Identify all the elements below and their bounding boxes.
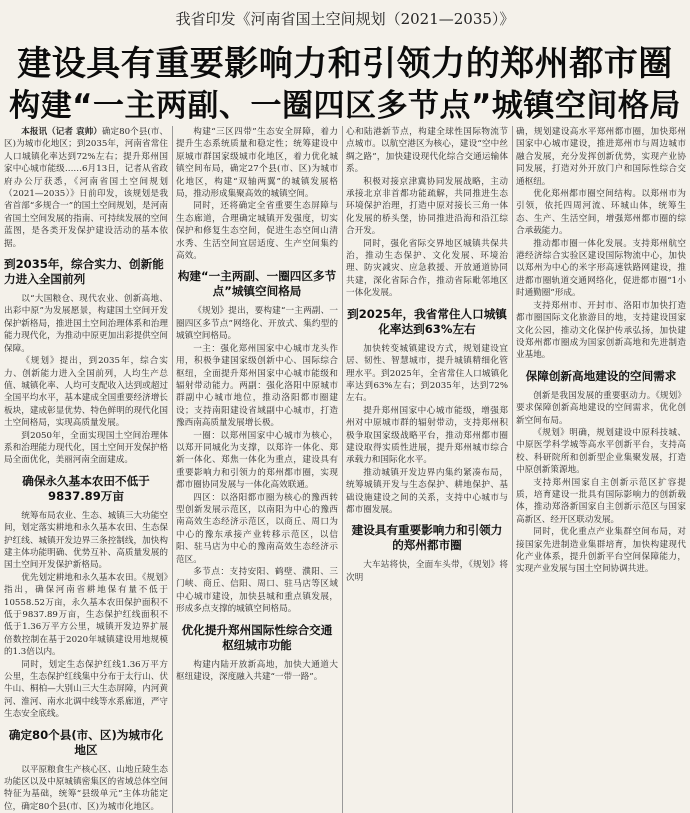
paragraph: 确，规划建设高水平郑州都市圈，加快郑州国家中心城市建设，推进郑州市与周边城市融合发展，充分发挥创新优势，实现产业协同发展，打造对外开放门户和国际性综合交通枢纽。 (516, 127, 686, 187)
subheading: 确保永久基本农田不低于9837.89万亩 (22, 473, 150, 503)
byline: 本报讯（记者 袁帅） (21, 127, 102, 137)
subheading: 构建“一主两副、一圈四区多节点”城镇空间格局 (177, 269, 337, 299)
paragraph: 统筹布局农业、生态、城镇三大功能空间，划定落实耕地和永久基本农田、生态保护红线、城镇开发边界三条控制线，加快构建主体功能明确、优势互补、高质量发展的国土空间开发保护新格局。 (4, 510, 168, 571)
paragraph: 构建内陆开放新高地，加快大通道大枢纽建设，深度融入共建“一带一路”。 (176, 659, 338, 683)
paragraph: 以平原粮食生产核心区、山地丘陵生态功能区以及中原城镇密集区的省域总体空间特征为基础，统筹“县级单元”主体功能定位，确定80个县(市、区)为城市化地区。 (4, 764, 168, 812)
paragraph: 优化郑州都市圈空间结构。以郑州市为引领，依托四周河流、环城山体，统筹生态、生产、生活空间，增强郑州都市圈的综合承载能力。 (516, 189, 686, 237)
paragraph: 支持郑州国家自主创新示范区扩容提质，培育建设一批具有国际影响力的创新载体，推动郑洛新国家自主创新示范区与国家高新区、经开区联动发展。 (516, 477, 686, 525)
paragraph: 积极对接京津冀协同发展战略，主动承接北京非首都功能疏解，共同推进生态环境保护治理，打造中原对接长三角一体化发展的桥头堡，协同推进沿海和沿江综合开发。 (346, 176, 508, 237)
headline-line1: 建设具有重要影响力和引领力的郑州都市圈 (17, 44, 673, 84)
subheading: 确定80个县(市、区)为城市化地区 (8, 727, 164, 757)
paragraph: 提升郑州国家中心城市能级，增强郑州对中原城市群的辐射带动，支持郑州积极争取国家级战略平台，推动郑州都市圈建设取得实质性进展，提升郑州城市综合承载力和国际化水平。 (346, 405, 508, 466)
column-2 (176, 126, 338, 813)
paragraph: 同时，强化省际交界地区城镇共保共治，推动生态保护、文化发展、环境治理、防灾减灾、应急救援、开放通道协同共建，深化省际合作，推动省际毗邻地区一体化发展。 (346, 238, 508, 299)
paragraph: 大车站将快，全面车头带，《规划》将次明 (346, 560, 508, 583)
paragraph: 加快转变城镇建设方式，规划建设宜居、韧性、智慧城市，提升城镇精细化管理水平。到2025年，全省常住人口城镇化率达到63%左右；到2035年，达到72%左右。 (346, 343, 508, 404)
paragraph: 一主：强化郑州国家中心城市龙头作用，积极争建国家级创新中心、国际综合枢纽，全面提升郑州国家中心城市能级和辐射带动能力。两副：强化洛阳中原城市群副中心城市地位，推动洛阳都市圈建设；支持南阳建设省域副中心城市，打造豫西南高质量发展增长极。 (176, 343, 338, 429)
subheading: 到2025年，我省常住人口城镇化率达到63%左右 (347, 306, 507, 336)
subheading: 优化提升郑州国际性综合交通枢纽城市功能 (181, 622, 333, 652)
subheading: 建设具有重要影响力和引领力的郑州都市圈 (351, 523, 503, 553)
headline-line2: 构建“一主两副、一圈四区多节点”城镇空间格局 (9, 88, 681, 124)
paragraph: 优先划定耕地和永久基本农田。《规划》指出，确保河南省耕地保有量不低于10558.52万亩，永久基本农田保护面积不低于9837.89万亩，生态保护红线面积不低于1.36万平方公里，城镇开发边界扩展倍数控制在基于2020年城镇建设用地规模的1.3倍以内。 (4, 572, 168, 658)
paragraph: 一圈：以郑州国家中心城市为核心，以郑开同城化为支撑，以郑许一体化、郑新一体化、郑焦一体化为重点，建设具有重要影响力和引领力的郑州都市圈，实现都市圈协同发展与一体化高效联通。 (176, 430, 338, 491)
paragraph: 构建“三区四带”生态安全屏障，着力提升生态系统质量和稳定性；统筹建设中原城市群国家级城市化地区，着力优化城镇空间布局，确定27个县(市、区)为城市化地区，构建“双轴两翼”的城镇发展格局，推动形成集聚高效的城镇空间。 (176, 127, 338, 200)
paragraph: 《规划》明确，规划建设中原科技城、中原医学科学城等高水平创新平台，支持高校、科研院所和创新型企业集聚发展，打造中原创新策源地。 (516, 427, 686, 476)
paragraph: 《规划》提出，到2035年，综合实力、创新能力进入全国前列，人均生产总值、城镇化率、人均可支配收入达到或超过全国平均水平，基本建成全国重要经济增长板块，建成彰显优势、特色鲜明的现代化国土空间格局，实现高质量发展。 (4, 356, 168, 429)
paragraph: 支持郑州市、开封市、洛阳市加快打造都市圈国际文化旅游目的地，支持建设国家文化公园，推动文化保护传承弘扬，加快建设郑州都市圈成为国家创新高地和先进制造业基地。 (516, 300, 686, 361)
paragraph: 创新是我国发展的重要驱动力。《规划》要求保障创新高地建设的空间需求，优化创新空间布局。 (516, 390, 686, 426)
paragraph: 同时，划定生态保护红线1.36万平方公里，生态保护红线集中分布于太行山、伏牛山、桐柏—大别山三大生态屏障，内河黄河、淮河、南水北调中线等水系廊道，严守生态安全底线。 (4, 659, 168, 720)
column-4 (516, 126, 686, 813)
subheading: 保障创新高地建设的空间需求 (525, 368, 677, 383)
paragraph: 到2050年，全面实现国土空间治理体系和治理能力现代化，国土空间开发保护格局全面优化，美丽河南全面建成。 (4, 430, 168, 466)
paragraph: 推动城镇开发边界内集约紧凑布局，统筹城镇开发与生态保护、耕地保护、基础设施建设之间的关系，支持中心城市与都市圈发展。 (346, 467, 508, 515)
paragraph: 以“大国粮仓、现代农业、创新高地、出彩中原”为发展愿景，构建国土空间开发保护新格局，推进国土空间治理体系和治理能力现代化，为推动中原更加出彩提供空间保障。 (4, 294, 168, 354)
paragraph: 推动都市圈一体化发展。支持郑州航空港经济综合实验区建设国际物流中心，加快以郑州为中心的米字形高速铁路网建设，推进都市圈轨道交通网络化，促进都市圈“1小时通勤圈”形成。 (516, 238, 686, 299)
article-body (0, 126, 690, 813)
paragraph: 四区：以洛阳都市圈为核心的豫西转型创新发展示范区，以南阳为中心的豫西南高效生态经济示范区，以商丘、周口为中心的豫东承接产业转移示范区，以信阳、驻马店为中心的豫南高效生态经济示范区。 (176, 492, 338, 565)
lead-paragraph: 本报讯（记者 袁帅）确定80个县(市、区)为城市化地区；到2035年，河南省常住人口城镇化率达到72%左右；提升郑州国家中心城市能级……6月13日，记者从省政府办公厅获悉，《河南省国土空间规划（2021—2035）》日前印发，该规划是我省首部“多规合一”的国土空间规划，是河南省国土空间发展的指南、可持续发展的空间蓝图，是各类开发保护建设活动的基本依据。 (4, 127, 168, 249)
paragraph: 同时，还将确定全省重要生态屏障与生态廊道，合理确定城镇开发强度，切实保护和修复生态空间，促进生态空间山清水秀、生活空间宜居适度、生产空间集约高效。 (176, 201, 338, 262)
paragraph: 心和陆港新节点，构建全球性国际物流节点城市。以航空港区为核心，建设“空中丝绸之路”，加快建设现代化综合交通运输体系。 (346, 127, 508, 175)
kicker: 我省印发《河南省国土空间规划（2021—2035）》 (175, 10, 515, 28)
column-3 (346, 126, 508, 813)
paragraph: 多节点：支持安阳、鹤壁、濮阳、三门峡、商丘、信阳、周口、驻马店等区域中心城市建设，加快县城和重点镇发展，形成多点支撑的城镇空间格局。 (176, 567, 338, 615)
column-1 (4, 126, 168, 813)
paragraph: 同时，优化重点产业集群空间布局，对接国家先进制造业集群培育，加快构建现代化产业体系，提升创新平台空间保障能力，实现产业发展与国土空间协调共进。 (516, 527, 686, 575)
subheading: 到2035年，综合实力、创新能力进入全国前列 (4, 257, 164, 287)
paragraph: 《规划》提出，要构建“一主两副、一圈四区多节点”网络化、开放式、集约型的城镇空间格局。 (176, 306, 338, 342)
